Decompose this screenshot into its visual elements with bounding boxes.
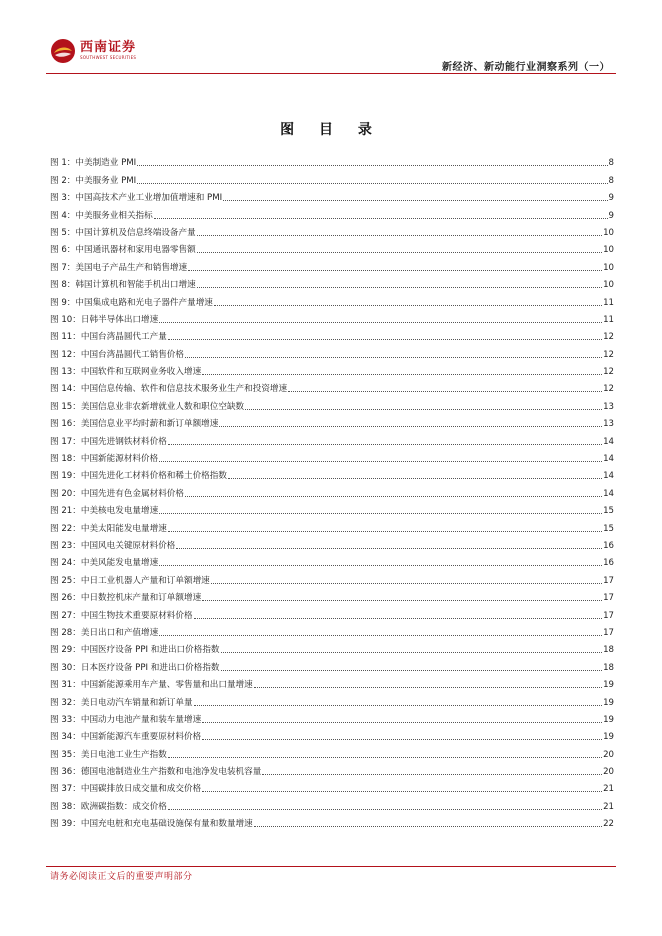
toc-dot-leader	[168, 757, 602, 758]
toc-entry-page: 9	[608, 193, 614, 204]
toc-entry-label: 图 10：日韩半导体出口增速	[50, 314, 159, 325]
toc-entry-page: 19	[603, 697, 614, 708]
toc-entry[interactable]	[50, 256, 614, 273]
toc-dot-leader	[223, 200, 607, 201]
toc-entry[interactable]	[50, 187, 614, 204]
toc-entry-label: 图 6：中国通讯器材和家用电器零售额	[50, 245, 196, 256]
toc-entry-label: 图 18：中国新能源材料价格	[50, 454, 159, 465]
toc-dot-leader	[254, 687, 602, 688]
toc-entry-page: 8	[608, 158, 614, 169]
toc-entry[interactable]	[50, 778, 614, 795]
toc-entry[interactable]	[50, 204, 614, 221]
toc-entry[interactable]	[50, 309, 614, 326]
toc-entry-label: 图 27：中国生物技术重要原材料价格	[50, 610, 193, 621]
toc-entry[interactable]	[50, 674, 614, 691]
toc-entry-label: 图 29：中国医疗设备 PPI 和进出口价格指数	[50, 645, 220, 656]
page-title: 图 目 录	[280, 122, 382, 138]
figure-list	[50, 152, 614, 830]
toc-entry-label: 图 33：中国动力电池产量和装车量增速	[50, 714, 202, 725]
toc-entry-label: 图 39：中国充电桩和充电基础设施保有量和数量增速	[50, 819, 253, 830]
toc-entry[interactable]	[50, 761, 614, 778]
toc-entry-page: 14	[603, 454, 614, 465]
toc-entry-page: 10	[603, 262, 614, 273]
toc-entry-page: 12	[603, 384, 614, 395]
toc-entry-page: 9	[608, 210, 614, 221]
toc-dot-leader	[185, 496, 602, 497]
toc-entry[interactable]	[50, 448, 614, 465]
toc-entry-page: 10	[603, 245, 614, 256]
toc-entry[interactable]	[50, 378, 614, 395]
toc-dot-leader	[202, 739, 602, 740]
toc-entry-page: 19	[603, 714, 614, 725]
toc-entry[interactable]	[50, 500, 614, 517]
toc-entry-page: 19	[603, 680, 614, 691]
toc-entry[interactable]	[50, 691, 614, 708]
toc-entry-page: 12	[603, 367, 614, 378]
toc-entry-label: 图 9：中国集成电路和光电子器件产量增速	[50, 297, 213, 308]
toc-entry-page: 13	[603, 419, 614, 430]
toc-entry[interactable]	[50, 726, 614, 743]
toc-entry-label: 图 37：中国碳排放日成交量和成交价格	[50, 784, 202, 795]
toc-dot-leader	[219, 426, 602, 427]
toc-entry-page: 15	[603, 523, 614, 534]
toc-entry[interactable]	[50, 326, 614, 343]
header-divider	[46, 73, 616, 74]
toc-dot-leader	[168, 531, 602, 532]
toc-entry-label: 图 38：欧洲碳指数：成交价格	[50, 801, 167, 812]
toc-entry[interactable]	[50, 465, 614, 482]
toc-dot-leader	[188, 270, 602, 271]
toc-entry-label: 图 13：中国软件和互联网业务收入增速	[50, 367, 202, 378]
toc-entry-label: 图 32：美日电动汽车销量和新订单量	[50, 697, 193, 708]
toc-entry-label: 图 12：中国台湾晶圆代工销售价格	[50, 349, 184, 360]
toc-entry-page: 17	[603, 627, 614, 638]
toc-entry-page: 16	[603, 540, 614, 551]
toc-dot-leader	[185, 357, 602, 358]
company-logo	[50, 38, 136, 64]
toc-entry-label: 图 11：中国台湾晶圆代工产量	[50, 332, 167, 343]
toc-entry[interactable]	[50, 239, 614, 256]
toc-entry-label: 图 20：中国先进有色金属材料价格	[50, 488, 184, 499]
footer-disclaimer: 请务必阅读正文后的重要声明部分	[50, 872, 193, 882]
toc-entry-label: 图 17：中国先进钢铁材料价格	[50, 436, 167, 447]
logo-text-cn: 西南证券	[80, 40, 137, 55]
toc-entry-label: 图 19：中国先进化工材料价格和稀土价格指数	[50, 471, 227, 482]
toc-dot-leader	[168, 444, 602, 445]
logo-text-en: SOUTHWEST SECURITIES	[80, 55, 137, 60]
toc-entry[interactable]	[50, 517, 614, 534]
toc-entry-page: 19	[603, 732, 614, 743]
footer-divider	[46, 866, 616, 867]
toc-entry[interactable]	[50, 222, 614, 239]
toc-entry-page: 17	[603, 610, 614, 621]
toc-dot-leader	[202, 600, 602, 601]
toc-entry[interactable]	[50, 395, 614, 412]
toc-entry-label: 图 4：中美服务业相关指标	[50, 210, 153, 221]
toc-entry-page: 18	[603, 662, 614, 673]
toc-entry-page: 8	[608, 175, 614, 186]
toc-entry[interactable]	[50, 552, 614, 569]
toc-entry-label: 图 24：中美风能发电量增速	[50, 558, 159, 569]
toc-entry-page: 10	[603, 280, 614, 291]
toc-entry-label: 图 7：美国电子产品生产和销售增速	[50, 262, 188, 273]
toc-entry-page: 12	[603, 332, 614, 343]
toc-dot-leader	[211, 583, 602, 584]
toc-entry-label: 图 21：中美核电发电量增速	[50, 506, 159, 517]
toc-entry-label: 图 25：中日工业机器人产量和订单额增速	[50, 575, 210, 586]
toc-dot-leader	[168, 339, 602, 340]
toc-entry[interactable]	[50, 813, 614, 830]
toc-entry[interactable]	[50, 743, 614, 760]
toc-dot-leader	[159, 461, 602, 462]
toc-entry-page: 11	[603, 314, 614, 325]
toc-dot-leader	[194, 705, 602, 706]
logo-mark-icon	[50, 38, 76, 64]
toc-dot-leader	[159, 322, 602, 323]
toc-dot-leader	[197, 252, 602, 253]
toc-entry[interactable]	[50, 361, 614, 378]
toc-entry-label: 图 23：中国风电关键原材料价格	[50, 540, 176, 551]
toc-entry-label: 图 1：中美制造业 PMI	[50, 158, 137, 169]
toc-entry[interactable]	[50, 604, 614, 621]
toc-entry-page: 14	[603, 436, 614, 447]
toc-entry[interactable]	[50, 152, 614, 169]
toc-entry-label: 图 28：美日出口和产值增速	[50, 627, 159, 638]
page-header	[0, 0, 662, 80]
toc-entry-page: 18	[603, 645, 614, 656]
toc-entry[interactable]	[50, 430, 614, 447]
toc-dot-leader	[194, 618, 602, 619]
toc-entry[interactable]	[50, 413, 614, 430]
toc-entry-label: 图 34：中国新能源汽车重要原材料价格	[50, 732, 202, 743]
toc-entry-label: 图 5：中国计算机及信息终端设备产量	[50, 227, 196, 238]
toc-dot-leader	[159, 635, 602, 636]
toc-dot-leader	[202, 722, 602, 723]
toc-entry[interactable]	[50, 569, 614, 586]
toc-entry[interactable]	[50, 639, 614, 656]
toc-dot-leader	[254, 826, 602, 827]
toc-entry-label: 图 30：日本医疗设备 PPI 和进出口价格指数	[50, 662, 220, 673]
toc-entry[interactable]	[50, 169, 614, 186]
toc-entry-label: 图 26：中日数控机床产量和订单额增速	[50, 593, 202, 604]
toc-entry-page: 20	[603, 767, 614, 778]
toc-dot-leader	[202, 374, 602, 375]
toc-entry-label: 图 16：美国信息业平均时薪和新订单额增速	[50, 419, 219, 430]
toc-entry-page: 16	[603, 558, 614, 569]
toc-dot-leader	[288, 391, 602, 392]
toc-entry[interactable]	[50, 656, 614, 673]
toc-dot-leader	[137, 165, 607, 166]
toc-entry[interactable]	[50, 622, 614, 639]
report-series-title: 新经济、新动能行业洞察系列（一）	[442, 62, 610, 73]
toc-entry[interactable]	[50, 709, 614, 726]
toc-entry-label: 图 2：中美服务业 PMI	[50, 175, 137, 186]
toc-dot-leader	[176, 548, 602, 549]
toc-entry-label: 图 8：韩国计算机和智能手机出口增速	[50, 280, 196, 291]
toc-entry[interactable]	[50, 535, 614, 552]
toc-entry-page: 22	[603, 819, 614, 830]
toc-entry-page: 21	[603, 801, 614, 812]
toc-entry-page: 17	[603, 575, 614, 586]
toc-dot-leader	[245, 409, 602, 410]
toc-entry-page: 20	[603, 749, 614, 760]
toc-dot-leader	[262, 774, 602, 775]
toc-entry[interactable]	[50, 587, 614, 604]
toc-entry-page: 11	[603, 297, 614, 308]
toc-entry-label: 图 36：德国电池制造业生产指数和电池净发电装机容量	[50, 767, 262, 778]
toc-dot-leader	[228, 478, 602, 479]
toc-entry-page: 14	[603, 471, 614, 482]
toc-entry-label: 图 15：美国信息业非农新增就业人数和职位空缺数	[50, 401, 245, 412]
toc-dot-leader	[197, 287, 602, 288]
toc-entry[interactable]	[50, 795, 614, 812]
toc-dot-leader	[159, 513, 602, 514]
toc-entry[interactable]	[50, 343, 614, 360]
toc-entry-page: 13	[603, 401, 614, 412]
toc-dot-leader	[168, 809, 602, 810]
toc-dot-leader	[202, 791, 602, 792]
toc-entry-page: 14	[603, 488, 614, 499]
toc-entry-label: 图 35：美日电池工业生产指数	[50, 749, 167, 760]
toc-entry[interactable]	[50, 482, 614, 499]
toc-entry-page: 17	[603, 593, 614, 604]
toc-entry-label: 图 31：中国新能源乘用车产量、零售量和出口量增速	[50, 680, 253, 691]
toc-dot-leader	[214, 305, 602, 306]
toc-dot-leader	[221, 652, 603, 653]
toc-entry[interactable]	[50, 291, 614, 308]
toc-dot-leader	[197, 235, 602, 236]
toc-entry-label: 图 3：中国高技术产业工业增加值增速和 PMI	[50, 193, 223, 204]
toc-entry-page: 21	[603, 784, 614, 795]
toc-entry-page: 15	[603, 506, 614, 517]
toc-dot-leader	[154, 218, 608, 219]
toc-entry[interactable]	[50, 274, 614, 291]
toc-entry-label: 图 14：中国信息传输、软件和信息技术服务业生产和投资增速	[50, 384, 288, 395]
toc-entry-page: 12	[603, 349, 614, 360]
toc-dot-leader	[159, 565, 602, 566]
toc-entry-label: 图 22：中美太阳能发电量增速	[50, 523, 167, 534]
toc-dot-leader	[221, 670, 603, 671]
toc-dot-leader	[137, 183, 607, 184]
toc-entry-page: 10	[603, 227, 614, 238]
